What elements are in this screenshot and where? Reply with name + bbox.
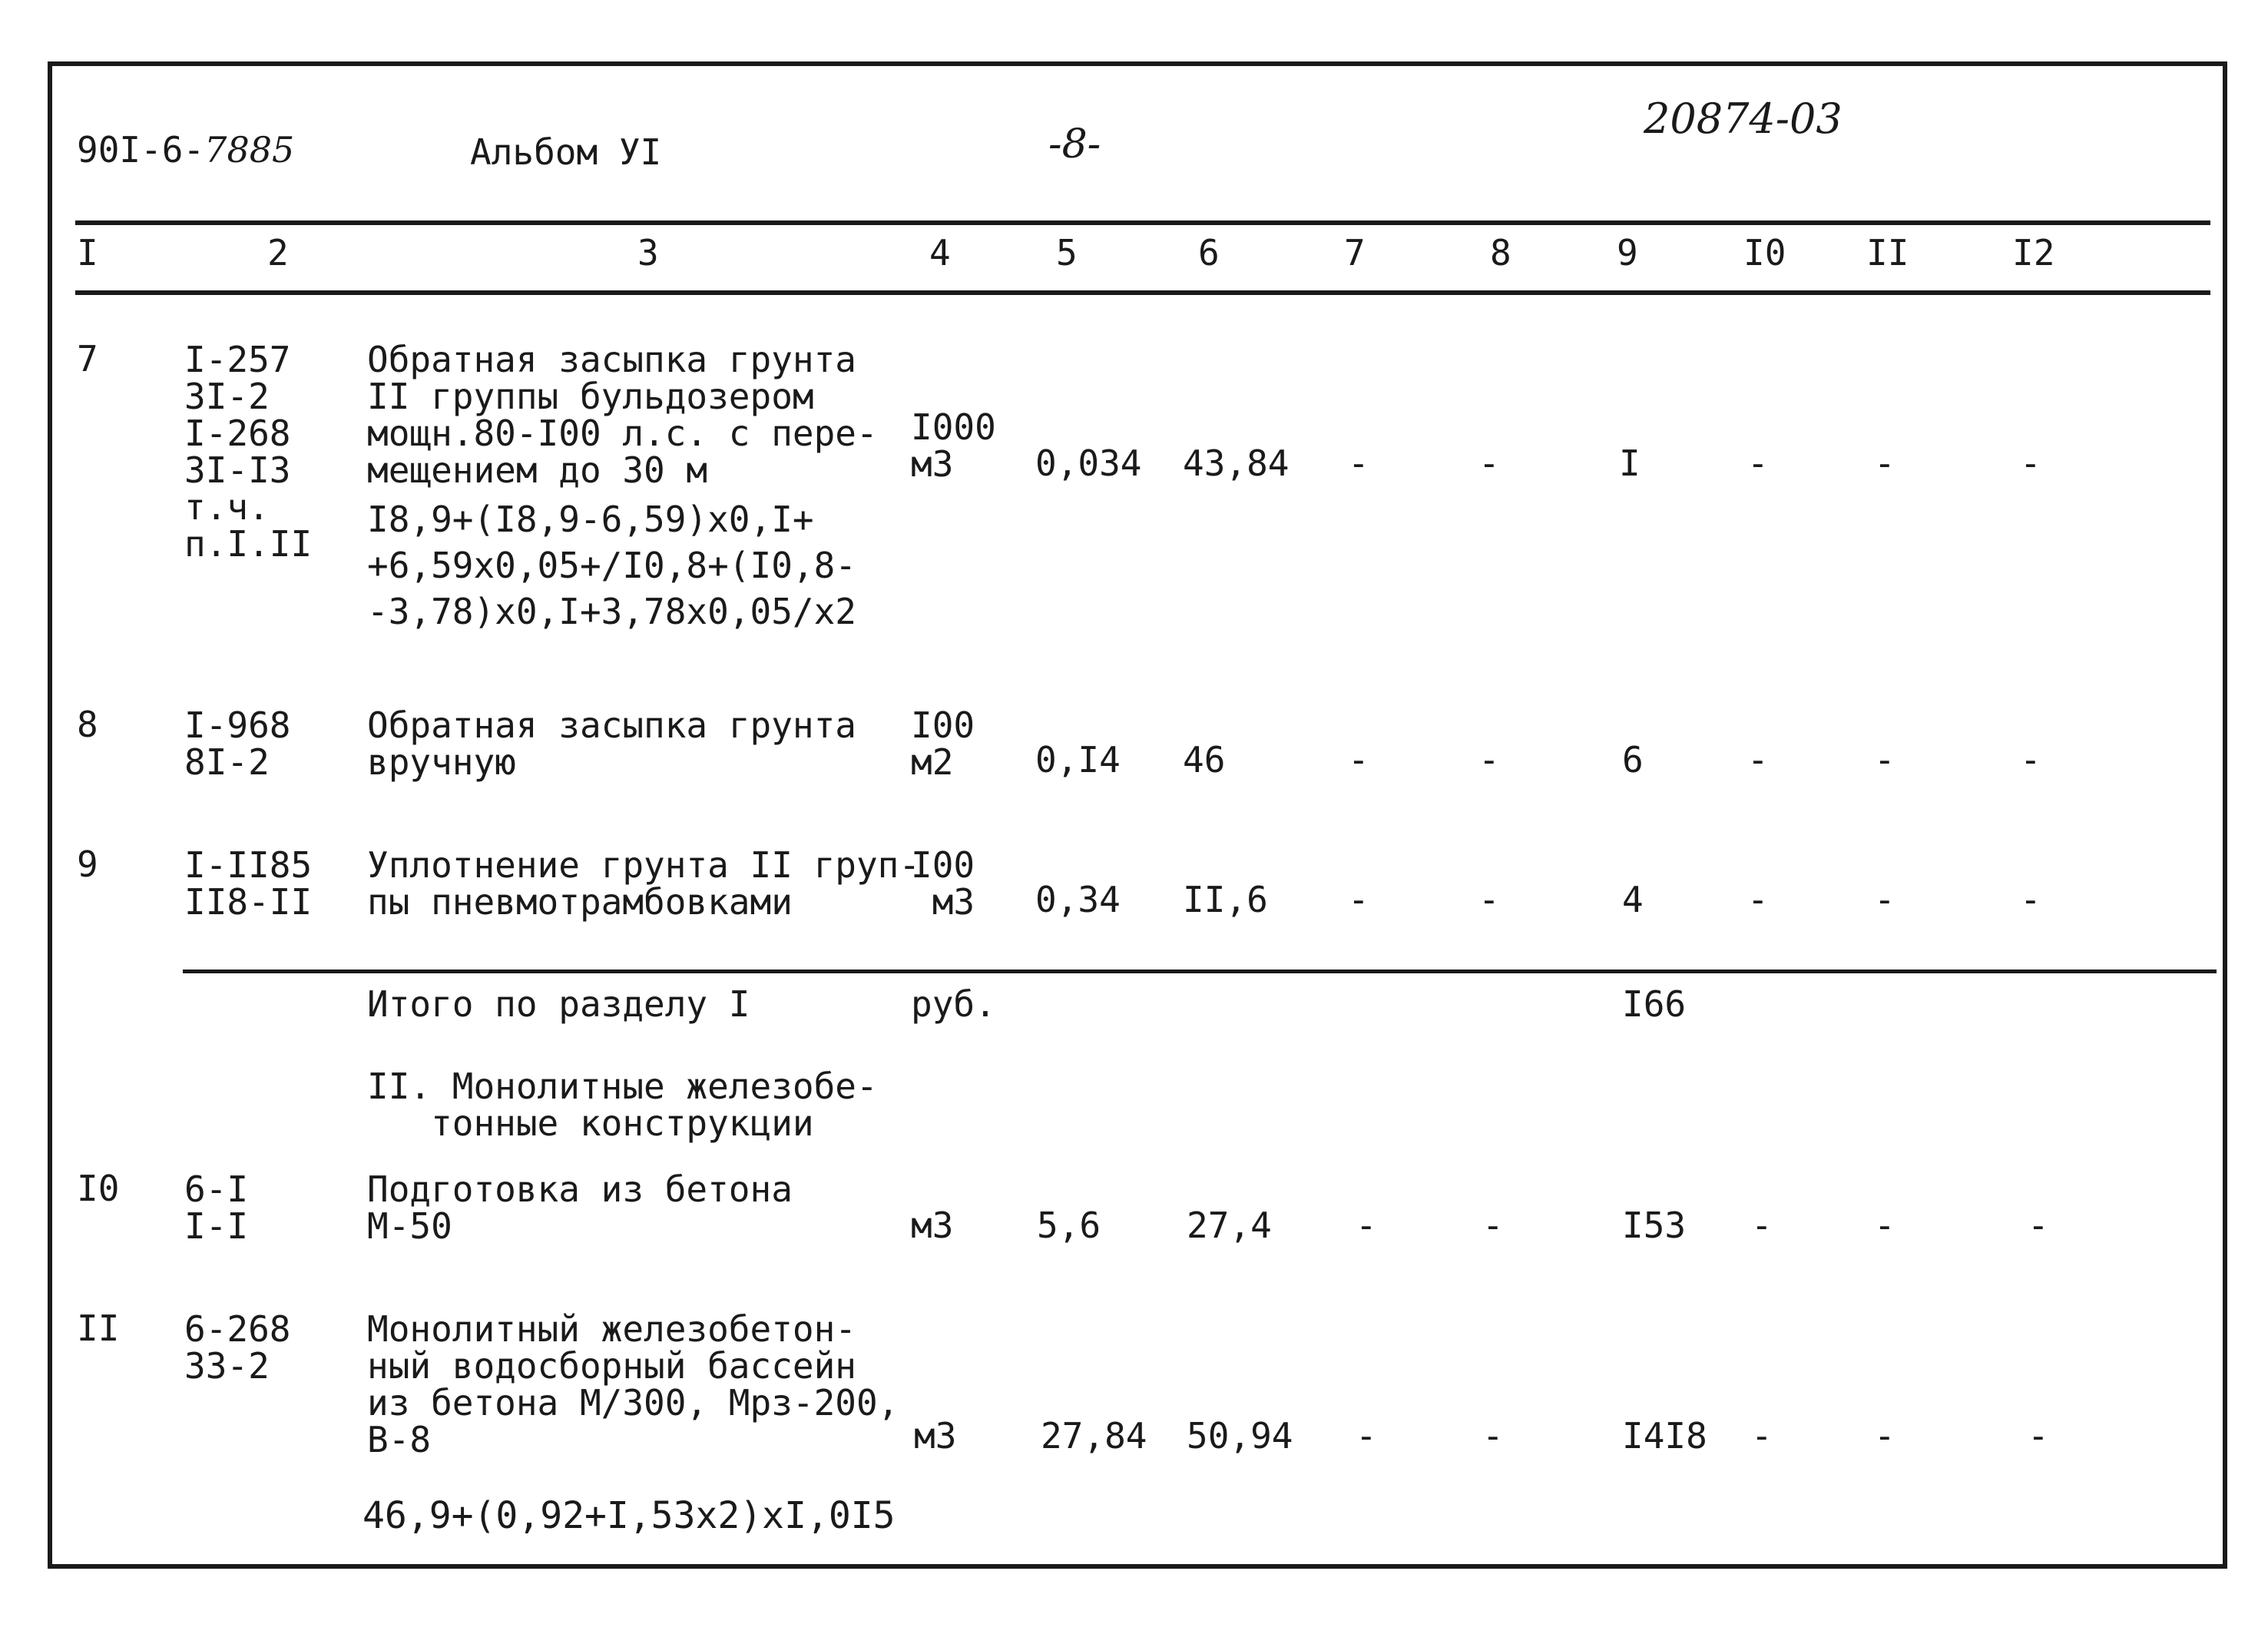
row-col9: I: [1619, 442, 1641, 484]
page-number: -8-: [1048, 121, 1101, 167]
row-number: 7: [77, 338, 98, 379]
row-col12: -: [2020, 739, 2041, 781]
subtotal-label: Итого по разделу I: [367, 983, 750, 1025]
row-col11: -: [1874, 739, 1896, 781]
row-description: Обратная засыпка грунта II группы бульдозером мощн.80-I00 л.с. с пере- мещением до 30 м: [367, 339, 878, 491]
col-head-9: 9: [1617, 232, 1638, 273]
row-col6: 27,4: [1187, 1205, 1272, 1246]
row-code: I-257 3I-2 I-268 3I-I3 т.ч. п.I.II: [184, 339, 313, 565]
row-col7: -: [1348, 879, 1369, 920]
subtotal-rule: [183, 969, 2217, 973]
col-head-12: I2: [2012, 232, 2055, 273]
col-head-7: 7: [1344, 232, 1366, 273]
col-head-1: I: [77, 232, 98, 273]
row-col10: -: [1751, 1205, 1773, 1246]
row-col11: -: [1874, 879, 1896, 920]
header-rule-bottom: [75, 290, 2210, 295]
doc-code: 90I-6-7885: [77, 129, 295, 171]
subtotal-unit: руб.: [911, 983, 996, 1025]
row-col9: I4I8: [1622, 1415, 1707, 1457]
row-description: Монолитный железобетон- ный водосборный бассейн из бетона М/300, Мрз-200, В-8: [367, 1308, 899, 1460]
row-formula: 46,9+(0,92+I,53x2)xI,0I5: [363, 1494, 896, 1537]
row-code: 6-I I-I: [184, 1168, 249, 1247]
row-col5: 5,6: [1037, 1205, 1101, 1246]
row-number: 8: [77, 704, 98, 745]
row-description: Подготовка из бетона М-50: [367, 1168, 793, 1247]
col-head-2: 2: [267, 232, 289, 273]
col-head-5: 5: [1056, 232, 1078, 273]
row-col11: -: [1874, 1205, 1896, 1246]
row-unit: I00 м2: [911, 704, 975, 783]
row-col6: 50,94: [1187, 1415, 1293, 1457]
row-col6: 46: [1183, 739, 1226, 781]
row-col7: -: [1348, 739, 1369, 781]
col-head-6: 6: [1198, 232, 1220, 273]
col-head-11: II: [1866, 232, 1909, 273]
row-description: Обратная засыпка грунта вручную: [367, 704, 856, 783]
section-heading: II. Монолитные железобе- тонные конструкции: [367, 1066, 878, 1144]
row-code: I-II85 II8-II: [184, 844, 313, 923]
row-code: I-968 8I-2: [184, 704, 291, 783]
album-label: Альбом УI: [470, 131, 662, 173]
row-col9: 4: [1622, 879, 1644, 920]
row-col12: -: [2020, 879, 2041, 920]
row-col12: -: [2028, 1205, 2049, 1246]
stamp-number: 20874-03: [1644, 94, 1843, 143]
row-code: 6-268 33-2: [184, 1308, 291, 1387]
row-col10: -: [1747, 442, 1769, 484]
row-col9: I53: [1622, 1205, 1687, 1246]
row-unit: I00 м3: [911, 844, 975, 923]
row-col9: 6: [1622, 739, 1644, 781]
row-col7: -: [1356, 1415, 1377, 1457]
row-col10: -: [1751, 1415, 1773, 1457]
row-col7: -: [1348, 442, 1369, 484]
col-head-8: 8: [1490, 232, 1511, 273]
col-head-3: 3: [637, 232, 659, 273]
row-formula: I8,9+(I8,9-6,59)x0,I+ +6,59x0,05+/I0,8+(I0,8- -3,78)x0,I+3,78x0,05/x2: [367, 499, 856, 632]
row-number: II: [77, 1308, 120, 1349]
col-head-4: 4: [929, 232, 951, 273]
row-col8: -: [1478, 739, 1500, 781]
header-rule-top: [75, 220, 2210, 225]
row-number: 9: [77, 844, 98, 885]
row-col5: 0,034: [1035, 442, 1142, 484]
row-col6: II,6: [1183, 879, 1268, 920]
row-col8: -: [1478, 879, 1500, 920]
col-head-10: I0: [1743, 232, 1786, 273]
row-col5: 27,84: [1041, 1415, 1147, 1457]
row-unit: I000 м3: [911, 406, 996, 485]
row-col5: 0,I4: [1035, 739, 1121, 781]
row-col12: -: [2028, 1415, 2049, 1457]
row-col8: -: [1478, 442, 1500, 484]
subtotal-value: I66: [1622, 983, 1687, 1025]
row-col6: 43,84: [1183, 442, 1290, 484]
row-col8: -: [1482, 1415, 1504, 1457]
row-col11: -: [1874, 1415, 1896, 1457]
row-unit: м3: [911, 1205, 954, 1246]
row-col5: 0,34: [1035, 879, 1121, 920]
row-unit: м3: [914, 1415, 957, 1457]
row-col7: -: [1356, 1205, 1377, 1246]
row-description: Уплотнение грунта II груп- пы пневмотрамбовками: [367, 844, 921, 923]
row-col10: -: [1747, 739, 1769, 781]
row-col8: -: [1482, 1205, 1504, 1246]
row-col12: -: [2020, 442, 2041, 484]
row-number: I0: [77, 1168, 120, 1209]
row-col10: -: [1747, 879, 1769, 920]
row-col11: -: [1874, 442, 1896, 484]
